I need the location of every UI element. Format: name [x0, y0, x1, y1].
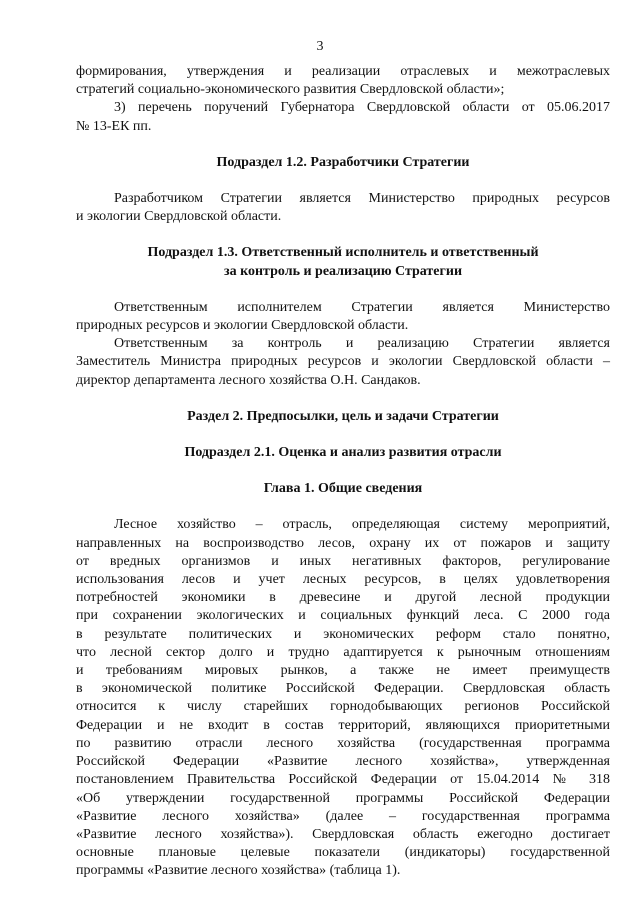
page-content [76, 63, 610, 881]
paragraph [76, 190, 610, 226]
paragraph [76, 335, 610, 390]
text-line: направленных на воспроизводство лесов, охрану их от пожаров и защиту [76, 535, 610, 551]
text-line: «Развитие лесного хозяйства» (далее – государственная программа [76, 808, 610, 824]
subsection-heading-2-1: Подраздел 2.1. Оценка и анализ развития отрасли [184, 445, 502, 461]
text-line: № 13-ЕК пп. [76, 118, 152, 134]
chapter-heading-1: Глава 1. Общие сведения [263, 481, 423, 497]
text-line: Ответственным за контроль и реализацию Стратегии является [114, 336, 610, 352]
text-line: Ответственным исполнителем Стратегии является Министерство [114, 299, 610, 315]
text-line: программы «Развитие лесного хозяйства» (таблица 1). [76, 863, 401, 879]
subsection-heading-1-3 [76, 244, 610, 280]
text-line: директор департамента лесного хозяйства О.Н. Сандаков. [76, 372, 421, 388]
text-line: в результате политических и экономических реформ стало понятно, [76, 626, 610, 642]
heading-line: Подраздел 1.3. Ответственный исполнитель и ответственный [147, 245, 539, 261]
paragraph [76, 299, 610, 335]
text-line: использования лесов и учет лесных ресурсов, в целях удовлетворения [76, 572, 610, 588]
text-line: формирования, утверждения и реализации отраслевых и межотраслевых [76, 64, 610, 79]
text-line: и экологии Свердловской области. [76, 209, 282, 225]
text-line: по развитию отрасли лесного хозяйства (государственная программа [76, 735, 610, 751]
text-line: потребностей экономики в древесине и другой лесной продукции [76, 590, 610, 606]
text-line: природных ресурсов и экологии Свердловской области. [76, 318, 409, 334]
text-line: от вредных организмов и иных негативных факторов, регулирование [76, 553, 610, 569]
subsection-heading-1-2: Подраздел 1.2. Разработчики Стратегии [216, 154, 470, 170]
text-line: Российской Федерации «Развитие лесного хозяйства», утвержденная [76, 754, 610, 770]
section-heading-2: Раздел 2. Предпосылки, цель и задачи Стратегии [187, 408, 499, 424]
text-line: Федерации и не входит в состав территорий, являющихся приоритетными [76, 717, 610, 733]
list-item-3 [76, 99, 610, 135]
text-line: Лесное хозяйство – отрасль, определяющая систему мероприятий, [114, 517, 610, 533]
heading-line: за контроль и реализацию Стратегии [223, 263, 463, 279]
paragraph-continuation [76, 63, 610, 99]
page-number: 3 [316, 39, 324, 54]
text-line: и требованиям мировых рынков, а также не имеет преимуществ [76, 663, 610, 679]
text-line: Заместитель Министра природных ресурсов и экологии Свердловской области – [76, 354, 610, 370]
text-line: «Развитие лесного хозяйства»). Свердловская область ежегодно достигает [76, 826, 610, 842]
text-line: Разработчиком Стратегии является Министерство природных ресурсов [114, 191, 610, 207]
text-line: в экономической политике Российской Федерации. Свердловская область [76, 681, 610, 697]
text-line: при сохранении экологических и социальных функций леса. С 2000 года [76, 608, 610, 624]
text-line: что лесной сектор долго и трудно адаптируется к рыночным отношениям [76, 644, 610, 660]
text-line: основные плановые целевые показатели (индикаторы) государственной [76, 845, 610, 861]
chapter-1-paragraph [76, 516, 610, 880]
text-line: «Об утверждении государственной программы Российской Федерации [76, 790, 610, 806]
text-line: постановлением Правительства Российской Федерации от 15.04.2014 № 318 [76, 772, 610, 788]
text-line: 3) перечень поручений Губернатора Свердловской области от 05.06.2017 [114, 100, 610, 116]
text-line: стратегий социально-экономического развития Свердловской области»; [76, 82, 505, 98]
text-line: относится к числу старейших горнодобывающих регионов Российской [76, 699, 610, 715]
